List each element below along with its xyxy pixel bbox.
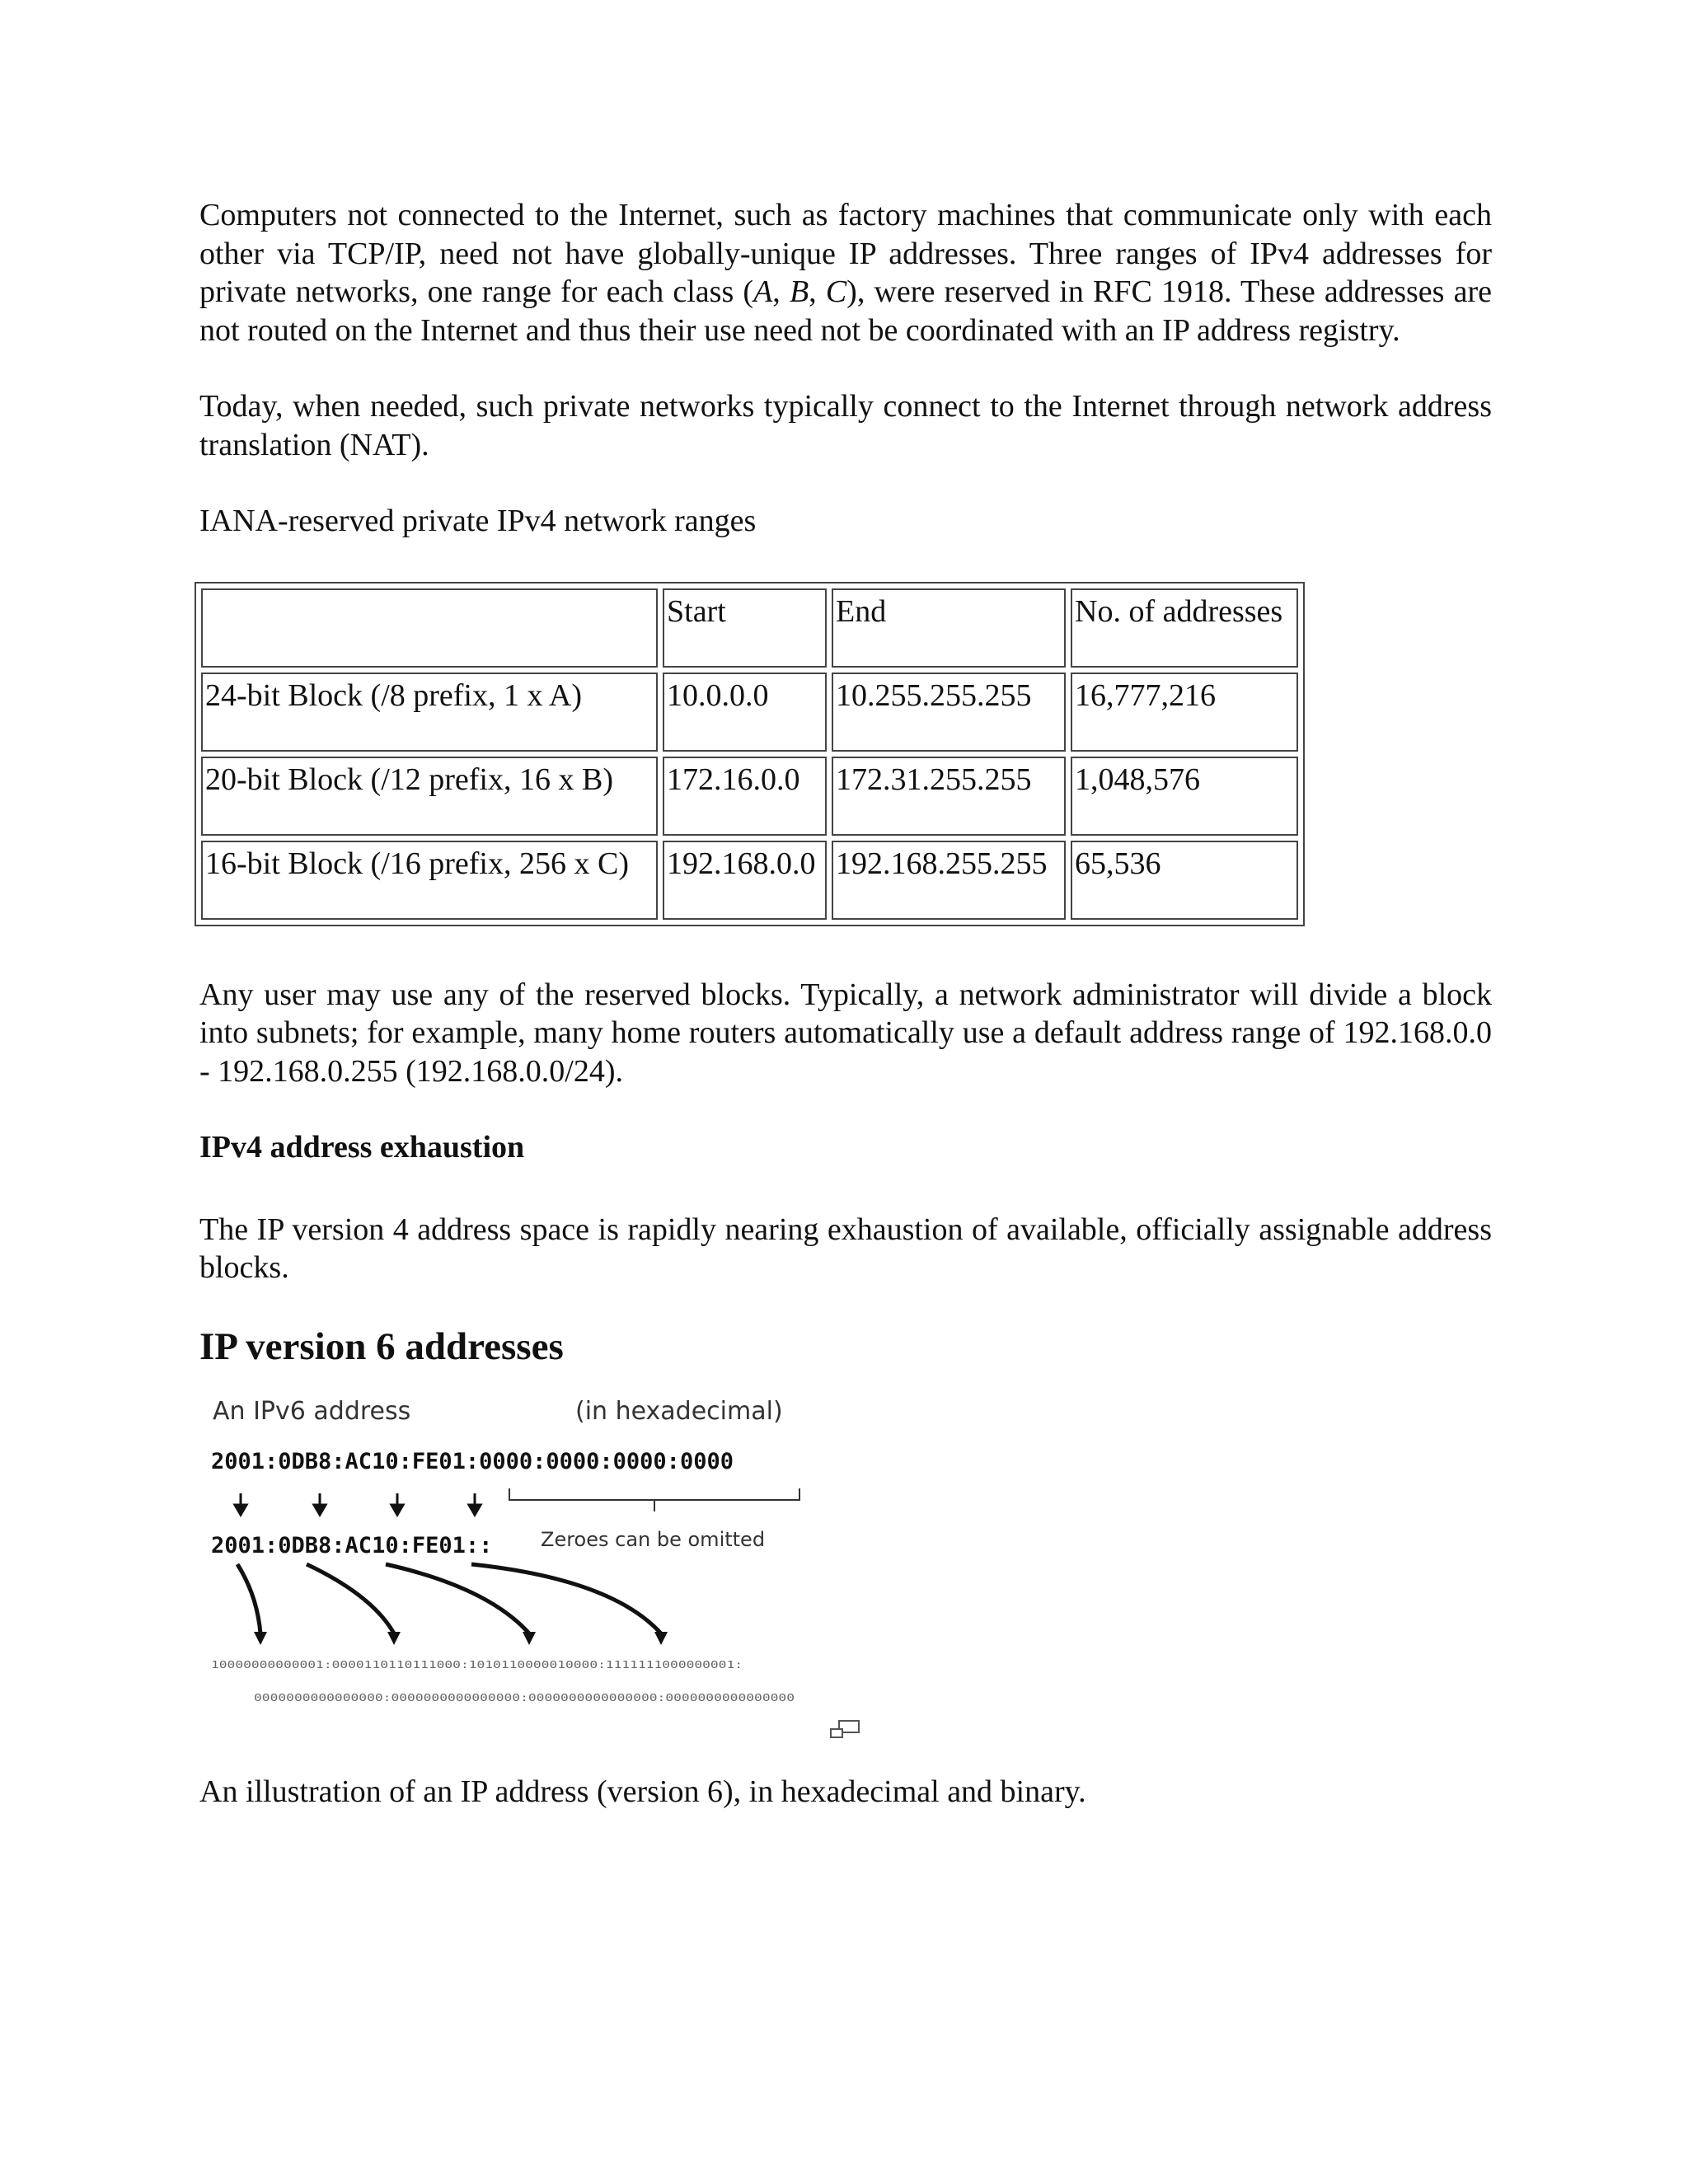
table-header-cell	[201, 588, 658, 668]
table-cell: 172.16.0.0	[663, 757, 827, 836]
table-row	[201, 841, 1298, 920]
figure-caption: An illustration of an IP address (version 6), in hexadecimal and binary.	[199, 1774, 1086, 1809]
table-cell: 10.255.255.255	[832, 673, 1066, 752]
curved-arrow-icon	[237, 1564, 260, 1633]
table-cell: 10.0.0.0	[663, 673, 827, 752]
table-cell: 192.168.255.255	[832, 841, 1066, 920]
diagram-label-hex: (in hexadecimal)	[575, 1396, 783, 1426]
arrowhead-icon	[387, 1632, 401, 1645]
table-cell: 65,536	[1071, 841, 1298, 920]
table-cell: 16-bit Block (/16 prefix, 256 x C)	[201, 841, 658, 920]
diagram-zeroes-note: Zeroes can be omitted	[541, 1527, 766, 1551]
paragraph-private-networks: Computers not connected to the Internet, such as factory machines that communicate only with each other via TCP/IP, need not have globally-unique IP addresses. Three ranges of IPv4 addresses for private networks, one range for each class (A, B, C), were reserved in RFC 1918. These addresses are not routed on the Internet and thus their use need not be coordinated with an IP address registry.	[199, 198, 1492, 348]
diagram-short-address: 2001:0DB8:AC10:FE01::	[211, 1532, 493, 1558]
table-cell: 20-bit Block (/12 prefix, 16 x B)	[201, 757, 658, 836]
diagram-binary-line-1: 10000000000001:0000110110111000:1010110000010000:1111111000000001:	[211, 1658, 743, 1671]
paragraph-reserved-blocks: Any user may use any of the reserved blocks. Typically, a network administrator will divide a block into subnets; for example, many home routers automatically use a default address range of 192.168.0.0 - 192.168.0.255 (192.168.0.0/24).	[199, 977, 1492, 1089]
table-cell: 192.168.0.0	[663, 841, 827, 920]
section-heading-ipv6: IP version 6 addresses	[199, 1324, 564, 1368]
paragraph-nat: Today, when needed, such private networks typically connect to the Internet through network address translation (NAT).	[199, 389, 1492, 462]
arrow-down-icon	[469, 1505, 481, 1515]
curved-arrow-icon	[471, 1564, 661, 1633]
diagram-full-address: 2001:0DB8:AC10:FE01:0000:0000:0000:0000	[211, 1448, 734, 1474]
arrow-down-icon	[392, 1505, 403, 1515]
diagram-label-address: An IPv6 address	[213, 1396, 411, 1426]
table-header-row	[201, 588, 1298, 668]
private-ranges-table	[195, 582, 1305, 926]
table-header-cell: Start	[663, 588, 827, 668]
subheading-exhaustion: IPv4 address exhaustion	[199, 1130, 525, 1165]
paragraph-exhaustion: The IP version 4 address space is rapidly nearing exhaustion of available, officially assignable address blocks.	[199, 1212, 1492, 1285]
ipv6-address-diagram	[199, 1390, 826, 1719]
arrowhead-icon	[523, 1632, 536, 1645]
curved-arrow-icon	[307, 1564, 394, 1633]
table-row	[201, 757, 1298, 836]
table-header-cell: End	[832, 588, 1066, 668]
table-cell: 172.31.255.255	[832, 757, 1066, 836]
curved-arrow-icon	[386, 1564, 529, 1633]
image-placeholder-icon	[829, 1719, 862, 1741]
table-cell: 24-bit Block (/8 prefix, 1 x A)	[201, 673, 658, 752]
document-page	[199, 196, 1492, 1852]
table-caption: IANA-reserved private IPv4 network ranges	[199, 504, 757, 538]
table-cell: 1,048,576	[1071, 757, 1298, 836]
arrowhead-icon	[254, 1632, 267, 1645]
diagram-binary-line-2: 0000000000000000:0000000000000000:0000000000000000:0000000000000000	[254, 1691, 795, 1704]
table-cell: 16,777,216	[1071, 673, 1298, 752]
table-row	[201, 673, 1298, 752]
arrow-down-icon	[235, 1505, 246, 1515]
arrow-down-icon	[314, 1505, 326, 1515]
zeroes-bracket	[509, 1488, 799, 1511]
table-header-cell: No. of addresses	[1071, 588, 1298, 668]
arrowhead-icon	[654, 1632, 668, 1645]
